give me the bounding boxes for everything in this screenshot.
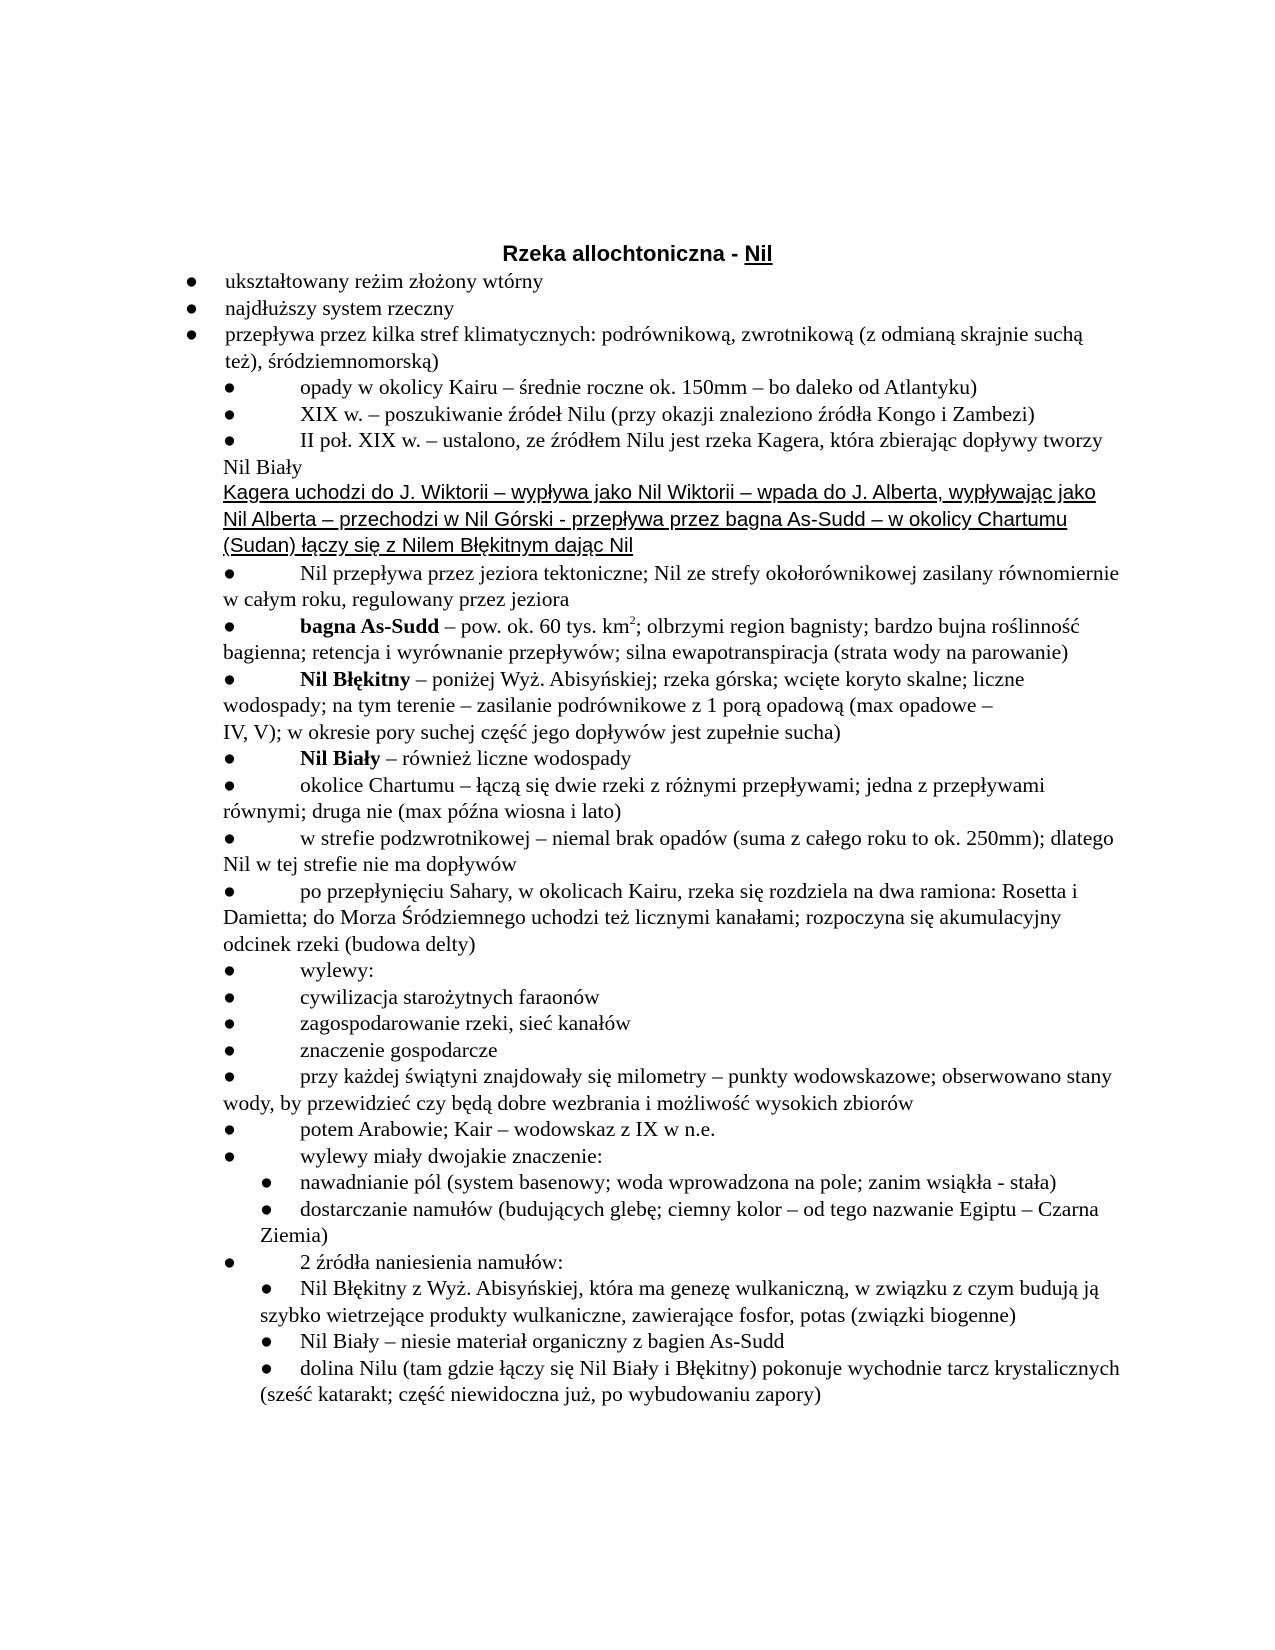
- list-item: [0, 1196, 1120, 1249]
- bullet-icon: ●: [223, 1143, 236, 1168]
- bullet-icon: ●: [260, 1355, 273, 1380]
- superscript: 2: [629, 612, 636, 627]
- bold-term: bagna As-Sudd: [300, 613, 440, 638]
- list-item: [0, 825, 1123, 878]
- bullet-icon: ●: [185, 269, 198, 293]
- list-item-text: cywilizacja starożytnych faraonów: [300, 984, 600, 1009]
- list-item-text: po przepłynięciu Sahary, w okolicach Kairu, rzeka się rozdziela na dwa ramiona: Rosetta i Damietta; do Morza Śródziemnego uchodzi też licznymi kanałami; rozpoczyna się akumulacyjny odcinek rzeki (budowa delty): [223, 878, 1078, 956]
- bullet-icon: ●: [223, 560, 236, 585]
- bullet-icon: ●: [223, 1011, 236, 1035]
- list-item-text: XIX w. – poszukiwanie źródeł Nilu (przy okazji znaleziono źródła Kongo i Zambezi): [300, 401, 1035, 426]
- underlined-flow-paragraph: Kagera uchodzi do J. Wiktorii – wypływa jako Nil Wiktorii – wpada do J. Alberta, wypływając jako Nil Alberta – przechodzi w Nil Górski - przepływa przez bagna As-Sudd – w okolicy Chartumu (Sudan) łączy się z Nilem Błękitnym dając Nil: [223, 481, 1096, 557]
- list-item: [0, 613, 1123, 666]
- bullet-icon: ●: [223, 613, 236, 638]
- list-item: [0, 1355, 1120, 1408]
- bullet-icon: ●: [223, 984, 236, 1009]
- list-item-text: Nil przepływa przez jeziora tektoniczne; Nil ze strefy okołorównikowej zasilany równomiernie w całym roku, regulowany przez jeziora: [223, 560, 1120, 611]
- document-body: [0, 268, 1275, 1408]
- bullet-icon: ●: [223, 666, 236, 691]
- list-item: [0, 957, 1123, 984]
- list-item-text: nawadnianie pól (system basenowy; woda wprowadzona na pole; zanim wsiąkła - stała): [300, 1170, 1057, 1194]
- list-item-text: potem Arabowie; Kair – wodowskaz z IX w n.e.: [300, 1117, 716, 1141]
- list-item-text: Nil Biały – niesie materiał organiczny z bagien As-Sudd: [300, 1329, 785, 1353]
- list-item: [0, 1010, 1123, 1037]
- list-item: [0, 1063, 1123, 1116]
- list-item-text: ; olbrzymi region bagnisty; bardzo bujna roślinność bagienna; retencja i wyrównanie przepływów; silna ewapotranspiracja (strata wody na parowanie): [223, 613, 1080, 664]
- list-item: [0, 1037, 1123, 1064]
- list-item: [0, 745, 1123, 772]
- bullet-icon: ●: [223, 1037, 236, 1062]
- bullet-icon: ●: [260, 1196, 273, 1221]
- list-item-text: okolice Chartumu – łączą się dwie rzeki z różnymi przepływami; jedna z przepływami równymi; druga nie (max późna wiosna i lato): [223, 772, 1046, 823]
- bullet-icon: ●: [223, 1117, 236, 1141]
- list-item-text: ukształtowany reżim złożony wtórny: [225, 269, 544, 293]
- list-item-text: zagospodarowanie rzeki, sieć kanałów: [300, 1011, 631, 1035]
- list-item-text: znaczenie gospodarcze: [300, 1037, 498, 1062]
- bullet-icon: ●: [223, 878, 236, 903]
- list-item-text: IV, V); w okresie pory suchej część jego dopływów jest zupełnie sucha): [223, 719, 841, 744]
- list-item: [0, 321, 1095, 374]
- bullet-icon: ●: [223, 401, 236, 426]
- list-item-text: opady w okolicy Kairu – średnie roczne ok. 150mm – bo daleko od Atlantyku): [300, 375, 978, 399]
- list-item-text: 2 źródła naniesienia namułów:: [300, 1249, 564, 1274]
- list-item-text: – poniżej Wyż. Abisyńskiej; rzeka górska; wcięte koryto skalne; liczne wodospady; na tym terenie – zasilanie podrównikowe z 1 porą opadową (max opadowe –: [223, 666, 1025, 717]
- list-item-text: najdłuższy system rzeczny: [225, 295, 455, 320]
- list-item-text: wylewy:: [300, 958, 375, 982]
- bullet-icon: ●: [223, 958, 236, 982]
- list-item-text: dostarczanie namułów (budujących glebę; ciemny kolor – od tego nazwanie Egiptu – Czarna Ziemia): [260, 1196, 1099, 1247]
- list-item: [0, 560, 1123, 613]
- bullet-icon: ●: [260, 1329, 273, 1353]
- list-item: [0, 878, 1123, 958]
- list-item-text: II poł. XIX w. – ustalono, ze źródłem Nilu jest rzeka Kagera, która zbierając dopływy tworzy Nil Biały: [223, 428, 1103, 479]
- bullet-icon: ●: [223, 746, 236, 770]
- bullet-icon: ●: [185, 322, 198, 346]
- bullet-icon: ●: [260, 1170, 273, 1194]
- list-item: [0, 427, 1123, 480]
- bullet-icon: ●: [260, 1276, 273, 1300]
- bullet-icon: ●: [223, 825, 236, 850]
- page-title: [0, 241, 1275, 267]
- list-item: [0, 1116, 1123, 1143]
- list-item-text: – również liczne wodospady: [380, 746, 632, 770]
- list-item: [0, 984, 1123, 1011]
- list-item: [0, 666, 1123, 746]
- title-prefix: Rzeka allochtoniczna -: [502, 241, 745, 266]
- list-item-text: – pow. ok. 60 tys. km: [439, 613, 630, 638]
- bullet-icon: ●: [185, 295, 198, 320]
- list-item: [0, 772, 1123, 825]
- list-item: [0, 401, 1123, 428]
- list-item: [0, 1169, 1120, 1196]
- list-item: [0, 1143, 1123, 1170]
- list-item: [0, 1275, 1120, 1328]
- list-item-text: przy każdej świątyni znajdowały się milometry – punkty wodowskazowe; obserwowano stany wody, by przewidzieć czy będą dobre wezbrania i możliwość wysokich zbiorów: [223, 1064, 1113, 1115]
- bullet-icon: ●: [223, 1064, 236, 1088]
- list-item: [0, 1249, 1123, 1276]
- list-item-text: Nil Błękitny z Wyż. Abisyńskiej, która ma genezę wulkaniczną, w związku z czym budują ją szybko wietrzejące produkty wulkaniczne, zawierające fosfor, potas (związki biogenne): [260, 1276, 1099, 1327]
- list-item: [0, 268, 1095, 295]
- list-item-text: dolina Nilu (tam gdzie łączy się Nil Biały i Błękitny) pokonuje wychodnie tarcz krystalicznych (sześć katarakt; część niewidoczna już, po wybudowaniu zapory): [260, 1355, 1120, 1406]
- bullet-icon: ●: [223, 428, 236, 452]
- list-item-text: wylewy miały dwojakie znaczenie:: [300, 1143, 603, 1168]
- bold-term: Nil Błękitny: [300, 666, 411, 691]
- list-item: [0, 295, 1095, 322]
- bold-term: Nil Biały: [300, 746, 381, 770]
- bullet-icon: ●: [223, 1249, 236, 1274]
- list-item: [0, 374, 1123, 401]
- list-item-text: w strefie podzwrotnikowej – niemal brak opadów (suma z całego roku to ok. 250mm); dlatego Nil w tej strefie nie ma dopływów: [223, 825, 1114, 876]
- title-link-nil[interactable]: Nil: [744, 241, 773, 266]
- bullet-icon: ●: [223, 772, 236, 797]
- list-item-text: przepływa przez kilka stref klimatycznych: podrównikową, zwrotnikową (z odmianą skrajnie suchą też), śródziemnomorską): [225, 322, 1083, 373]
- list-item: [0, 1328, 1120, 1355]
- bullet-icon: ●: [223, 375, 236, 399]
